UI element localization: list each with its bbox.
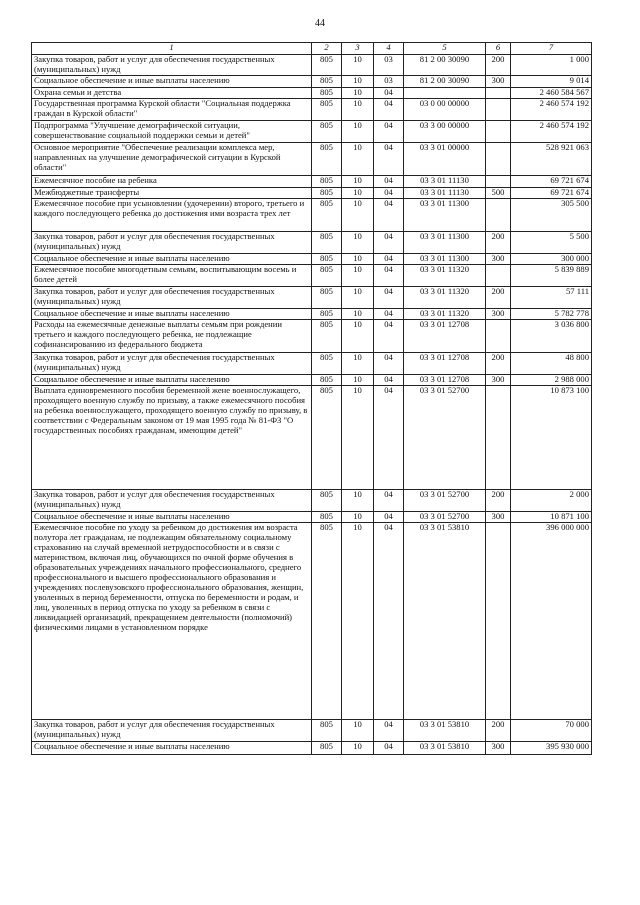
row-cell-c2: 805 xyxy=(312,512,342,523)
row-cell-c5: 03 3 01 11130 xyxy=(404,188,486,199)
table-row xyxy=(32,88,592,99)
row-cell-c3: 10 xyxy=(342,490,374,512)
row-cell-c7: 2 000 xyxy=(511,490,592,512)
row-cell-c4: 04 xyxy=(374,309,404,320)
row-cell-c4: 04 xyxy=(374,386,404,490)
row-name-cell: Выплата единовременного пособия беременной жене военнослужащего, проходящего военную службу по призыву, а также ежемесячного пособия на ребенка военнослужащего, проходящего военную службу по призыву, в соответствии с Федеральным законом от 19 мая 1995 года № 81-ФЗ "О государственных пособиях гражданам, имеющим детей" xyxy=(32,386,312,490)
row-cell-c5: 81 2 00 30090 xyxy=(404,76,486,88)
row-cell-c7: 57 111 xyxy=(511,287,592,309)
row-cell-c7: 5 500 xyxy=(511,232,592,254)
row-cell-c5: 03 3 01 53810 xyxy=(404,523,486,720)
row-name-cell: Закупка товаров, работ и услуг для обеспечения государственных (муниципальных) нужд xyxy=(32,55,312,76)
row-cell-c4: 04 xyxy=(374,353,404,375)
header-col-7: 7 xyxy=(511,43,592,55)
row-cell-c3: 10 xyxy=(342,232,374,254)
row-cell-c3: 10 xyxy=(342,199,374,232)
table-row xyxy=(32,320,592,353)
row-cell-c3: 10 xyxy=(342,742,374,755)
row-cell-c4: 04 xyxy=(374,254,404,265)
row-cell-c5: 03 3 01 11300 xyxy=(404,199,486,232)
table-row xyxy=(32,121,592,143)
row-cell-c2: 805 xyxy=(312,742,342,755)
row-cell-c6 xyxy=(486,199,511,232)
row-cell-c6 xyxy=(486,121,511,143)
row-cell-c3: 10 xyxy=(342,121,374,143)
row-cell-c5: 03 3 01 11130 xyxy=(404,176,486,188)
row-name-cell: Закупка товаров, работ и услуг для обеспечения государственных (муниципальных) нужд xyxy=(32,287,312,309)
row-cell-c2: 805 xyxy=(312,320,342,353)
row-cell-c4: 04 xyxy=(374,188,404,199)
row-cell-c3: 10 xyxy=(342,188,374,199)
row-cell-c6: 300 xyxy=(486,76,511,88)
row-cell-c7: 5 839 889 xyxy=(511,265,592,287)
row-cell-c6: 300 xyxy=(486,309,511,320)
row-cell-c5: 03 3 01 52700 xyxy=(404,490,486,512)
row-cell-c6: 300 xyxy=(486,512,511,523)
table-row xyxy=(32,287,592,309)
row-cell-c2: 805 xyxy=(312,309,342,320)
header-col-5: 5 xyxy=(404,43,486,55)
row-cell-c7: 2 460 574 192 xyxy=(511,121,592,143)
row-cell-c2: 805 xyxy=(312,490,342,512)
table-row xyxy=(32,99,592,121)
table-row xyxy=(32,199,592,232)
row-cell-c7: 5 782 778 xyxy=(511,309,592,320)
row-cell-c7: 9 014 xyxy=(511,76,592,88)
table-row xyxy=(32,742,592,755)
row-cell-c4: 04 xyxy=(374,512,404,523)
row-cell-c6 xyxy=(486,99,511,121)
row-name-cell: Межбюджетные трансферты xyxy=(32,188,312,199)
row-cell-c4: 04 xyxy=(374,265,404,287)
row-cell-c5: 03 3 00 00000 xyxy=(404,121,486,143)
row-cell-c7: 3 036 800 xyxy=(511,320,592,353)
row-name-cell: Социальное обеспечение и иные выплаты населению xyxy=(32,742,312,755)
row-cell-c3: 10 xyxy=(342,99,374,121)
row-name-cell: Социальное обеспечение и иные выплаты населению xyxy=(32,254,312,265)
row-cell-c6 xyxy=(486,176,511,188)
row-cell-c4: 04 xyxy=(374,523,404,720)
row-cell-c7: 48 800 xyxy=(511,353,592,375)
row-cell-c7: 396 000 000 xyxy=(511,523,592,720)
row-cell-c4: 04 xyxy=(374,143,404,176)
row-cell-c2: 805 xyxy=(312,353,342,375)
table-row xyxy=(32,720,592,742)
row-cell-c3: 10 xyxy=(342,88,374,99)
row-cell-c3: 10 xyxy=(342,76,374,88)
row-cell-c2: 805 xyxy=(312,76,342,88)
row-cell-c3: 10 xyxy=(342,512,374,523)
row-cell-c7: 2 988 000 xyxy=(511,375,592,386)
row-cell-c6: 200 xyxy=(486,287,511,309)
row-cell-c6: 200 xyxy=(486,720,511,742)
row-cell-c2: 805 xyxy=(312,143,342,176)
row-cell-c2: 805 xyxy=(312,287,342,309)
row-cell-c2: 805 xyxy=(312,375,342,386)
row-cell-c7: 10 873 100 xyxy=(511,386,592,490)
row-name-cell: Социальное обеспечение и иные выплаты населению xyxy=(32,309,312,320)
row-cell-c2: 805 xyxy=(312,254,342,265)
row-cell-c3: 10 xyxy=(342,143,374,176)
row-cell-c3: 10 xyxy=(342,720,374,742)
row-cell-c6: 200 xyxy=(486,55,511,76)
table-row xyxy=(32,309,592,320)
row-cell-c5: 03 3 01 53810 xyxy=(404,720,486,742)
row-cell-c6: 200 xyxy=(486,232,511,254)
row-cell-c5 xyxy=(404,88,486,99)
row-name-cell: Закупка товаров, работ и услуг для обеспечения государственных (муниципальных) нужд xyxy=(32,490,312,512)
table-row xyxy=(32,386,592,490)
row-cell-c7: 69 721 674 xyxy=(511,176,592,188)
row-cell-c3: 10 xyxy=(342,309,374,320)
header-row xyxy=(32,43,592,55)
row-cell-c7: 528 921 063 xyxy=(511,143,592,176)
header-col-2: 2 xyxy=(312,43,342,55)
row-cell-c5: 03 3 01 11320 xyxy=(404,309,486,320)
row-cell-c5: 03 3 01 11320 xyxy=(404,287,486,309)
row-cell-c6 xyxy=(486,523,511,720)
row-cell-c5: 03 3 01 12708 xyxy=(404,320,486,353)
table-row xyxy=(32,490,592,512)
table-row xyxy=(32,188,592,199)
row-cell-c6: 500 xyxy=(486,188,511,199)
table-row xyxy=(32,265,592,287)
table-body xyxy=(32,55,592,755)
row-cell-c4: 04 xyxy=(374,232,404,254)
row-name-cell: Ежемесячное пособие многодетным семьям, воспитывающим восемь и более детей xyxy=(32,265,312,287)
table-row xyxy=(32,254,592,265)
table-row xyxy=(32,512,592,523)
row-cell-c2: 805 xyxy=(312,386,342,490)
row-cell-c5: 03 3 01 12708 xyxy=(404,375,486,386)
row-cell-c6 xyxy=(486,320,511,353)
row-cell-c2: 805 xyxy=(312,99,342,121)
row-cell-c4: 04 xyxy=(374,99,404,121)
row-cell-c2: 805 xyxy=(312,720,342,742)
row-name-cell: Закупка товаров, работ и услуг для обеспечения государственных (муниципальных) нужд xyxy=(32,720,312,742)
row-cell-c5: 03 3 01 52700 xyxy=(404,386,486,490)
row-name-cell: Охрана семьи и детства xyxy=(32,88,312,99)
header-col-3: 3 xyxy=(342,43,374,55)
row-cell-c5: 03 3 01 12708 xyxy=(404,353,486,375)
row-cell-c7: 395 930 000 xyxy=(511,742,592,755)
row-cell-c7: 2 460 574 192 xyxy=(511,99,592,121)
row-cell-c3: 10 xyxy=(342,353,374,375)
row-cell-c4: 03 xyxy=(374,76,404,88)
row-cell-c3: 10 xyxy=(342,320,374,353)
header-col-6: 6 xyxy=(486,43,511,55)
row-cell-c5: 03 0 00 00000 xyxy=(404,99,486,121)
row-cell-c4: 04 xyxy=(374,176,404,188)
row-name-cell: Социальное обеспечение и иные выплаты населению xyxy=(32,76,312,88)
row-cell-c5: 03 3 01 11300 xyxy=(404,232,486,254)
row-cell-c7: 305 500 xyxy=(511,199,592,232)
row-cell-c6 xyxy=(486,143,511,176)
row-cell-c2: 805 xyxy=(312,265,342,287)
row-cell-c7: 2 460 584 567 xyxy=(511,88,592,99)
row-cell-c4: 04 xyxy=(374,742,404,755)
row-cell-c7: 69 721 674 xyxy=(511,188,592,199)
row-cell-c3: 10 xyxy=(342,265,374,287)
table-row xyxy=(32,76,592,88)
row-name-cell: Подпрограмма "Улучшение демографической ситуации, совершенствование социальной поддержки семьи и детей" xyxy=(32,121,312,143)
row-cell-c6 xyxy=(486,88,511,99)
row-cell-c6: 200 xyxy=(486,353,511,375)
row-cell-c4: 04 xyxy=(374,199,404,232)
header-col-4: 4 xyxy=(374,43,404,55)
row-cell-c3: 10 xyxy=(342,523,374,720)
budget-table xyxy=(31,42,592,755)
row-name-cell: Социальное обеспечение и иные выплаты населению xyxy=(32,512,312,523)
row-cell-c7: 300 000 xyxy=(511,254,592,265)
row-cell-c5: 03 3 01 11300 xyxy=(404,254,486,265)
row-cell-c6: 300 xyxy=(486,742,511,755)
row-name-cell: Социальное обеспечение и иные выплаты населению xyxy=(32,375,312,386)
row-cell-c2: 805 xyxy=(312,121,342,143)
row-cell-c7: 10 871 100 xyxy=(511,512,592,523)
row-cell-c7: 70 000 xyxy=(511,720,592,742)
row-cell-c7: 1 000 xyxy=(511,55,592,76)
row-cell-c3: 10 xyxy=(342,55,374,76)
row-cell-c2: 805 xyxy=(312,188,342,199)
table-row xyxy=(32,55,592,76)
header-col-1: 1 xyxy=(32,43,312,55)
table-row xyxy=(32,353,592,375)
page-number: 44 xyxy=(315,18,325,29)
row-cell-c4: 04 xyxy=(374,287,404,309)
row-cell-c2: 805 xyxy=(312,199,342,232)
row-cell-c6 xyxy=(486,386,511,490)
row-cell-c2: 805 xyxy=(312,55,342,76)
row-cell-c3: 10 xyxy=(342,287,374,309)
row-cell-c6: 300 xyxy=(486,254,511,265)
table-row xyxy=(32,176,592,188)
row-name-cell: Закупка товаров, работ и услуг для обеспечения государственных (муниципальных) нужд xyxy=(32,232,312,254)
row-cell-c3: 10 xyxy=(342,254,374,265)
table-row xyxy=(32,143,592,176)
row-name-cell: Ежемесячное пособие по уходу за ребенком до достижения им возраста полутора лет гражданам, не подлежащим обязательному социальному страхованию на случай временной нетрудоспособности и в связи с материнством, включая лиц, обучающихся по очной форме обучения в образовательных учреждениях начального профессионального, среднего профессионального и высшего профессионального образования и учреждениях послевузовского профессионального образования, женщин, уволенных в период беременности, отпуска по беременности и родам, и лиц, уволенных в период отпуска по уходу за ребенком в связи с ликвидацией организаций, прекращением деятельности (полномочий) физическими лицами в установленном порядке xyxy=(32,523,312,720)
row-cell-c6 xyxy=(486,265,511,287)
row-cell-c2: 805 xyxy=(312,176,342,188)
table-row xyxy=(32,375,592,386)
row-cell-c2: 805 xyxy=(312,523,342,720)
row-name-cell: Закупка товаров, работ и услуг для обеспечения государственных (муниципальных) нужд xyxy=(32,353,312,375)
table-row xyxy=(32,232,592,254)
row-cell-c4: 03 xyxy=(374,55,404,76)
row-cell-c4: 04 xyxy=(374,121,404,143)
row-name-cell: Основное мероприятие "Обеспечение реализации комплекса мер, направленных на улучшение демографической ситуации в Курской области" xyxy=(32,143,312,176)
row-cell-c3: 10 xyxy=(342,375,374,386)
row-cell-c4: 04 xyxy=(374,490,404,512)
row-cell-c5: 81 2 00 30090 xyxy=(404,55,486,76)
row-cell-c5: 03 3 01 00000 xyxy=(404,143,486,176)
table-row xyxy=(32,523,592,720)
row-name-cell: Ежемесячное пособие при усыновлении (удочерении) второго, третьего и каждого последующего ребенка до достижения ими возраста трех лет xyxy=(32,199,312,232)
row-cell-c5: 03 3 01 52700 xyxy=(404,512,486,523)
row-cell-c2: 805 xyxy=(312,232,342,254)
row-cell-c3: 10 xyxy=(342,176,374,188)
row-cell-c4: 04 xyxy=(374,320,404,353)
row-cell-c6: 200 xyxy=(486,490,511,512)
row-cell-c4: 04 xyxy=(374,88,404,99)
row-cell-c2: 805 xyxy=(312,88,342,99)
row-cell-c6: 300 xyxy=(486,375,511,386)
row-cell-c4: 04 xyxy=(374,375,404,386)
row-cell-c3: 10 xyxy=(342,386,374,490)
row-cell-c5: 03 3 01 11320 xyxy=(404,265,486,287)
row-name-cell: Ежемесячное пособие на ребенка xyxy=(32,176,312,188)
row-name-cell: Государственная программа Курской области "Социальная поддержка граждан в Курской области" xyxy=(32,99,312,121)
row-cell-c5: 03 3 01 53810 xyxy=(404,742,486,755)
row-name-cell: Расходы на ежемесячные денежные выплаты семьям при рождении третьего и каждого последующего ребенка, не подлежащие софинансированию из федерального бюджета xyxy=(32,320,312,353)
row-cell-c4: 04 xyxy=(374,720,404,742)
